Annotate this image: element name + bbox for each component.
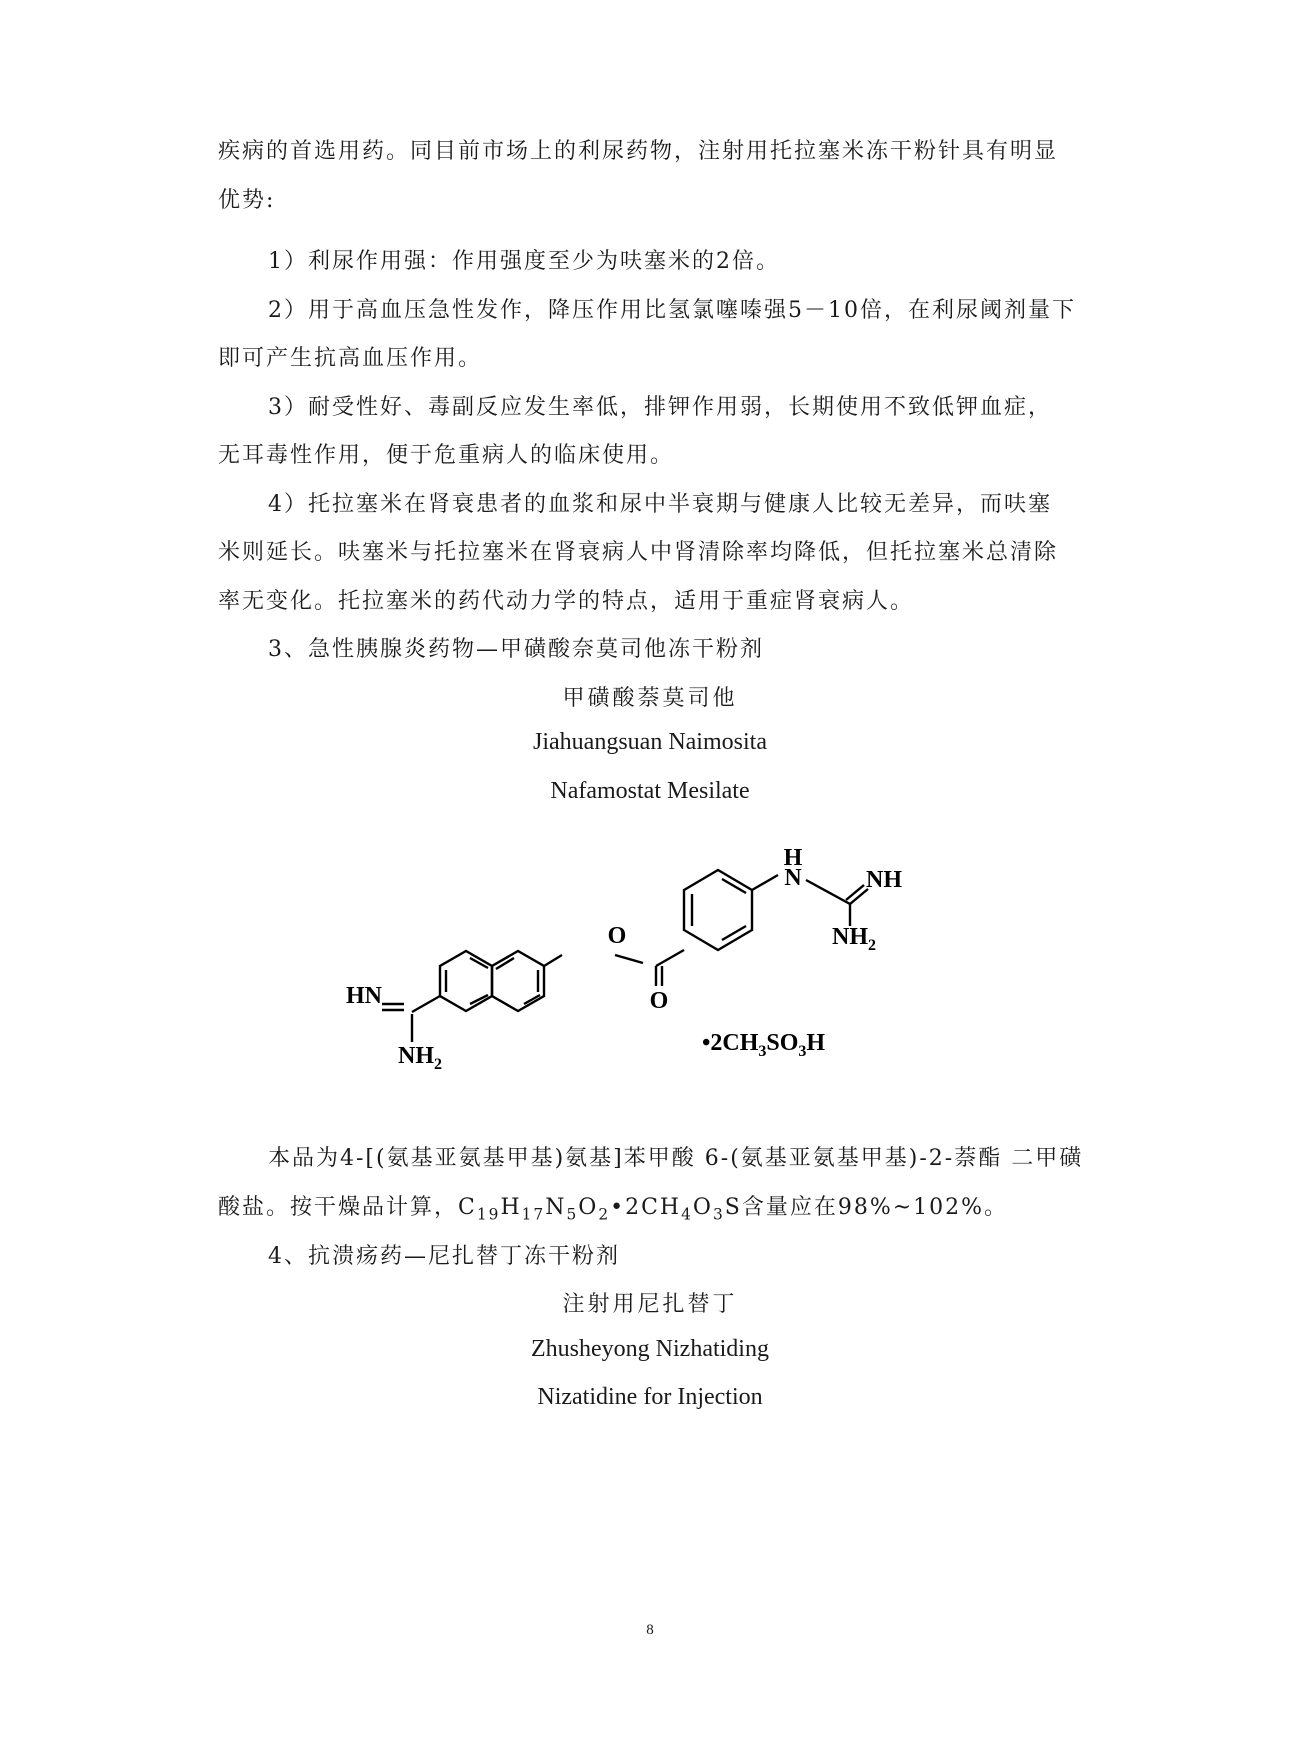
section-heading-3: 3、急性胰腺炎药物—甲磺酸奈莫司他冻干粉剂: [268, 637, 764, 662]
drug-name-pinyin: Jiahuangsuan Naimosita: [533, 729, 767, 755]
paragraph-line: 优势:: [218, 188, 276, 213]
structure-label: NH: [866, 867, 902, 893]
drug-name-en: Nafamostat Mesilate: [550, 778, 750, 804]
salt-formula: $•2CH_3SO_3H$: [702, 1030, 826, 1060]
list-item-4: 4）托拉塞米在肾衰患者的血浆和尿中半衰期与健康人比较无差异，而呋塞: [268, 492, 1052, 517]
list-item-2-cont: 即可产生抗高血压作用。: [218, 346, 483, 371]
list-item-4-cont: 米则延长。呋塞米与托拉塞米在肾衰病人中肾清除率均降低，但托拉塞米总清除: [218, 540, 1059, 565]
chemical-structure: [330, 840, 902, 1080]
list-item-4-cont: 率无变化。托拉塞米的药代动力学的特点，适用于重症肾衰病人。: [218, 589, 915, 614]
list-item-3-cont: 无耳毒性作用，便于危重病人的临床使用。: [218, 443, 675, 468]
drug-name-pinyin: Zhusheyong Nizhatiding: [531, 1336, 769, 1362]
structure-label: H: [783, 845, 803, 871]
structure-label: N: [784, 865, 802, 891]
structure-label: $NH_2$: [398, 1043, 442, 1073]
structure-label: $NH_2$: [832, 924, 876, 954]
section-heading-4: 4、抗溃疡药—尼扎替丁冻干粉剂: [268, 1244, 620, 1269]
drug-name-cn: 注射用尼扎替丁: [562, 1292, 738, 1317]
paragraph-line: 疾病的首选用药。同目前市场上的利尿药物，注射用托拉塞米冻干粉针具有明显: [218, 139, 1059, 164]
list-item-1: 1）利尿作用强：作用强度至少为呋塞米的2倍。: [268, 249, 780, 274]
structure-label: O: [607, 923, 627, 949]
drug-name-cn: 甲磺酸萘莫司他: [562, 686, 738, 711]
page-number: 8: [646, 1622, 654, 1638]
description-line: 酸盐。按干燥品计算，$C_{19}H_{17}N_5O_2•2CH_4O_3S$含量应在98%~102%。: [218, 1195, 1009, 1224]
description-line: 本品为4-[(氨基亚氨基甲基)氨基]苯甲酸 6-(氨基亚氨基甲基)-2-萘酯 二甲磺: [268, 1146, 1084, 1171]
list-item-2: 2）用于高血压急性发作，降压作用比氢氯噻嗪强5－10倍，在利尿阈剂量下: [268, 298, 1076, 323]
drug-name-en: Nizatidine for Injection: [537, 1384, 763, 1410]
list-item-3: 3）耐受性好、毒副反应发生率低，排钾作用弱，长期使用不致低钾血症，: [268, 395, 1052, 420]
structure-label: HN: [346, 983, 382, 1009]
structure-label: O: [649, 988, 669, 1014]
